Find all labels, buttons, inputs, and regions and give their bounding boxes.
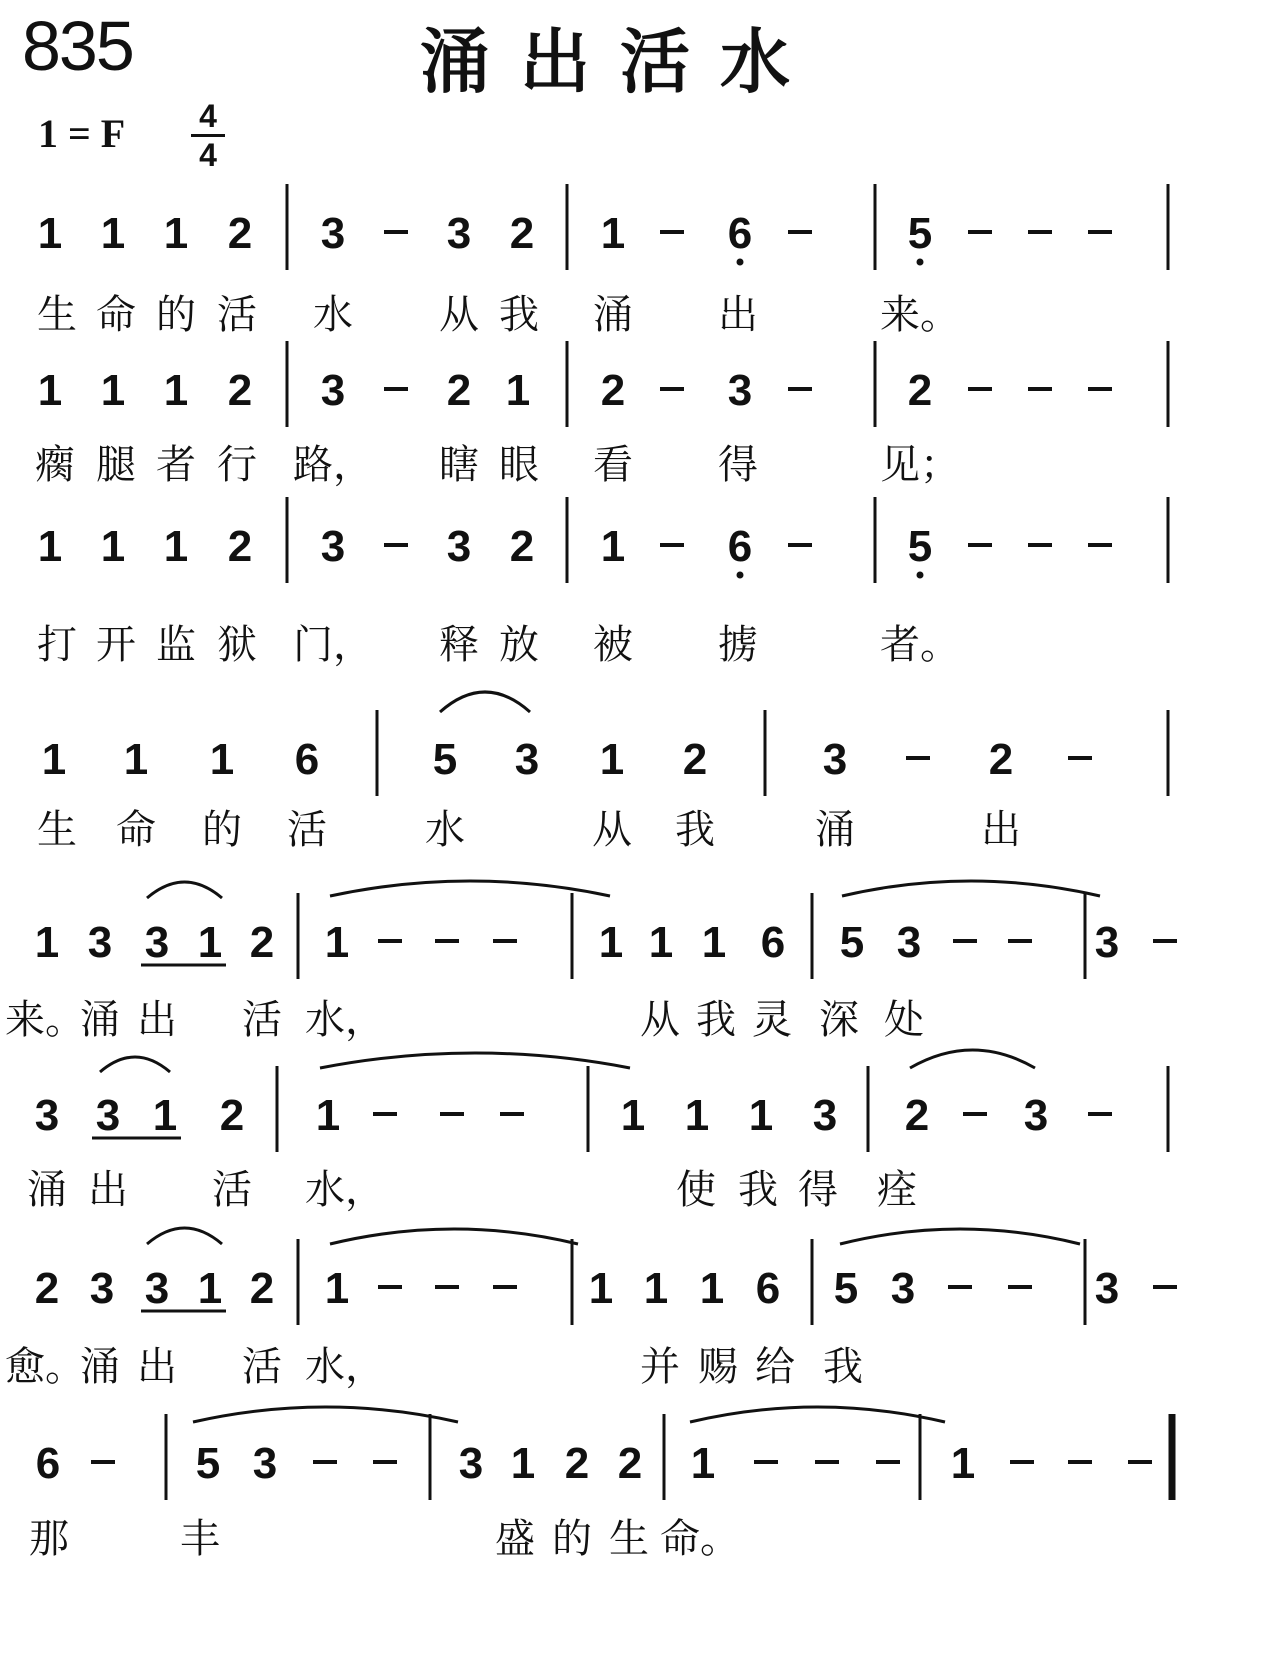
lyric-char: 赐	[698, 1344, 738, 1390]
lyric-char: 狱	[217, 622, 257, 668]
note: 3	[1023, 1091, 1049, 1140]
lyric-char: 释	[439, 622, 479, 668]
note: 5	[432, 735, 458, 784]
note: 2	[904, 1091, 930, 1140]
time-signature-top: 4	[199, 98, 217, 134]
note: 1	[950, 1439, 976, 1488]
lyric-char: 得	[798, 1167, 838, 1213]
note: 1	[690, 1439, 716, 1488]
low-octave-dot	[737, 259, 744, 266]
lyric-char: 水，	[305, 1167, 385, 1213]
note: 6	[727, 209, 753, 258]
lyric-char: 的	[552, 1516, 592, 1562]
note: 2	[509, 209, 535, 258]
note: 1	[34, 918, 60, 967]
note: 5	[907, 209, 933, 258]
lyric-char: 看	[593, 442, 633, 488]
lyric-char: 出	[981, 807, 1021, 853]
note: 1	[588, 1264, 614, 1313]
lyric-char: 出	[88, 1167, 128, 1213]
lyric-char: 出	[137, 1344, 177, 1390]
lyric-char: 的	[202, 807, 242, 853]
note: 2	[907, 366, 933, 415]
note: 3	[446, 209, 472, 258]
note: 1	[197, 918, 223, 967]
lyric-char: 涌	[80, 997, 120, 1043]
tie-arc	[840, 1229, 1080, 1244]
note: 3	[822, 735, 848, 784]
note: 3	[514, 735, 540, 784]
note: 2	[249, 1264, 275, 1313]
hymn-title: 涌出活水	[420, 21, 820, 103]
note: 3	[1094, 918, 1120, 967]
note: 1	[598, 918, 624, 967]
tie-arc	[330, 881, 610, 896]
tie-arc	[690, 1407, 945, 1422]
lyric-char: 见；	[880, 442, 960, 488]
note: 3	[252, 1439, 278, 1488]
note: 1	[123, 735, 149, 784]
lyric-char: 从	[592, 807, 632, 853]
note: 2	[600, 366, 626, 415]
lyric-char: 门，	[293, 622, 373, 668]
note: 5	[195, 1439, 221, 1488]
note: 1	[41, 735, 67, 784]
note: 1	[197, 1264, 223, 1313]
lyric-char: 我	[823, 1344, 863, 1390]
note: 2	[564, 1439, 590, 1488]
note: 1	[600, 522, 626, 571]
lyric-char: 生	[37, 292, 77, 338]
note: 3	[320, 522, 346, 571]
note: 3	[446, 522, 472, 571]
lyric-char: 来。	[5, 997, 85, 1043]
note: 5	[839, 918, 865, 967]
note: 3	[144, 1264, 170, 1313]
note: 3	[144, 918, 170, 967]
low-octave-dot	[917, 259, 924, 266]
hymn-number: 835	[22, 7, 133, 85]
lyric-char: 使	[676, 1167, 716, 1213]
note: 2	[249, 918, 275, 967]
note: 2	[227, 209, 253, 258]
tie-arc	[320, 1053, 630, 1068]
lyric-char: 放	[499, 622, 539, 668]
lyric-char: 命	[96, 292, 136, 338]
note: 1	[37, 209, 63, 258]
lyric-char: 出	[718, 292, 758, 338]
note: 1	[648, 918, 674, 967]
lyric-char: 生	[609, 1516, 649, 1562]
tie-arc	[147, 1228, 222, 1244]
note: 2	[682, 735, 708, 784]
note: 3	[458, 1439, 484, 1488]
lyric-char: 活	[242, 997, 282, 1043]
lyric-char: 水，	[305, 997, 385, 1043]
note: 2	[227, 366, 253, 415]
tie-arc	[100, 1057, 170, 1072]
note: 3	[320, 366, 346, 415]
lyric-char: 我	[675, 807, 715, 853]
lyric-char: 出	[137, 997, 177, 1043]
lyric-char: 涌	[80, 1344, 120, 1390]
note: 2	[446, 366, 472, 415]
lyric-char: 开	[96, 622, 136, 668]
lyric-char: 水	[425, 807, 465, 853]
low-octave-dot	[737, 572, 744, 579]
lyric-char: 我	[738, 1167, 778, 1213]
lyric-char: 从	[640, 997, 680, 1043]
key-signature: 1 = F	[38, 111, 126, 156]
note: 3	[95, 1091, 121, 1140]
lyric-char: 活	[212, 1167, 252, 1213]
note: 3	[890, 1264, 916, 1313]
lyric-char: 腿	[96, 442, 136, 488]
lyric-char: 的	[156, 292, 196, 338]
lyric-char: 活	[242, 1344, 282, 1390]
lyric-char: 我	[696, 997, 736, 1043]
lyric-char: 水	[313, 292, 353, 338]
lyric-char: 瘸	[35, 442, 75, 488]
note: 3	[727, 366, 753, 415]
note: 2	[617, 1439, 643, 1488]
note: 6	[755, 1264, 781, 1313]
tie-arc	[910, 1050, 1035, 1068]
note: 1	[100, 366, 126, 415]
lyric-char: 瞎	[439, 442, 479, 488]
note: 1	[701, 918, 727, 967]
note: 6	[727, 522, 753, 571]
note: 5	[907, 522, 933, 571]
lyric-char: 命	[116, 807, 156, 853]
note: 1	[510, 1439, 536, 1488]
lyric-char: 得	[718, 442, 758, 488]
note: 2	[34, 1264, 60, 1313]
lyric-char: 涌	[815, 807, 855, 853]
note: 1	[643, 1264, 669, 1313]
note: 1	[100, 209, 126, 258]
lyric-char: 活	[287, 807, 327, 853]
note: 1	[37, 366, 63, 415]
lyric-char: 我	[499, 292, 539, 338]
note: 1	[699, 1264, 725, 1313]
lyric-char: 水，	[305, 1344, 385, 1390]
note: 3	[896, 918, 922, 967]
note: 6	[294, 735, 320, 784]
lyric-char: 者。	[880, 622, 960, 668]
lyric-char: 命。	[660, 1516, 740, 1562]
lyric-char: 涌	[593, 292, 633, 338]
lyric-char: 监	[156, 622, 196, 668]
note: 6	[760, 918, 786, 967]
note: 3	[812, 1091, 838, 1140]
note: 3	[320, 209, 346, 258]
note: 2	[227, 522, 253, 571]
note: 2	[219, 1091, 245, 1140]
tie-arc	[147, 882, 222, 898]
note: 1	[209, 735, 235, 784]
note: 1	[748, 1091, 774, 1140]
note: 1	[163, 366, 189, 415]
lyric-char: 路，	[293, 442, 373, 488]
note: 1	[100, 522, 126, 571]
note: 1	[620, 1091, 646, 1140]
note: 1	[599, 735, 625, 784]
tie-arc	[330, 1229, 578, 1244]
lyric-char: 掳	[718, 622, 758, 668]
note: 6	[35, 1439, 61, 1488]
lyric-char: 愈。	[5, 1344, 85, 1390]
note: 3	[89, 1264, 115, 1313]
note: 1	[163, 209, 189, 258]
lyric-char: 来。	[880, 292, 960, 338]
lyric-char: 灵	[752, 997, 792, 1043]
note: 5	[833, 1264, 859, 1313]
lyric-char: 打	[37, 622, 77, 668]
lyric-char: 涌	[27, 1167, 67, 1213]
time-signature-bottom: 4	[199, 137, 217, 173]
lyric-char: 行	[217, 442, 257, 488]
low-octave-dot	[917, 572, 924, 579]
lyric-char: 处	[884, 997, 924, 1043]
note: 1	[152, 1091, 178, 1140]
note: 1	[505, 366, 531, 415]
lyric-char: 者	[156, 442, 196, 488]
note: 1	[684, 1091, 710, 1140]
note: 1	[324, 918, 350, 967]
lyric-char: 那	[29, 1516, 69, 1562]
lyric-char: 痊	[877, 1167, 917, 1213]
note: 1	[600, 209, 626, 258]
lyric-char: 深	[819, 997, 859, 1043]
tie-arc	[842, 881, 1100, 896]
note: 2	[988, 735, 1014, 784]
lyric-char: 并	[640, 1344, 680, 1390]
note: 2	[509, 522, 535, 571]
note: 1	[315, 1091, 341, 1140]
tie-arc	[193, 1407, 458, 1422]
lyric-char: 生	[37, 807, 77, 853]
lyric-char: 给	[755, 1344, 795, 1390]
note: 3	[87, 918, 113, 967]
lyric-char: 从	[439, 292, 479, 338]
lyric-char: 盛	[495, 1516, 535, 1562]
lyric-char: 丰	[180, 1516, 220, 1562]
note: 1	[163, 522, 189, 571]
lyric-char: 眼	[499, 442, 539, 488]
lyric-char: 被	[593, 622, 633, 668]
tie-arc	[440, 692, 530, 712]
note: 3	[34, 1091, 60, 1140]
note: 1	[37, 522, 63, 571]
note: 1	[324, 1264, 350, 1313]
note: 3	[1094, 1264, 1120, 1313]
lyric-char: 活	[217, 292, 257, 338]
